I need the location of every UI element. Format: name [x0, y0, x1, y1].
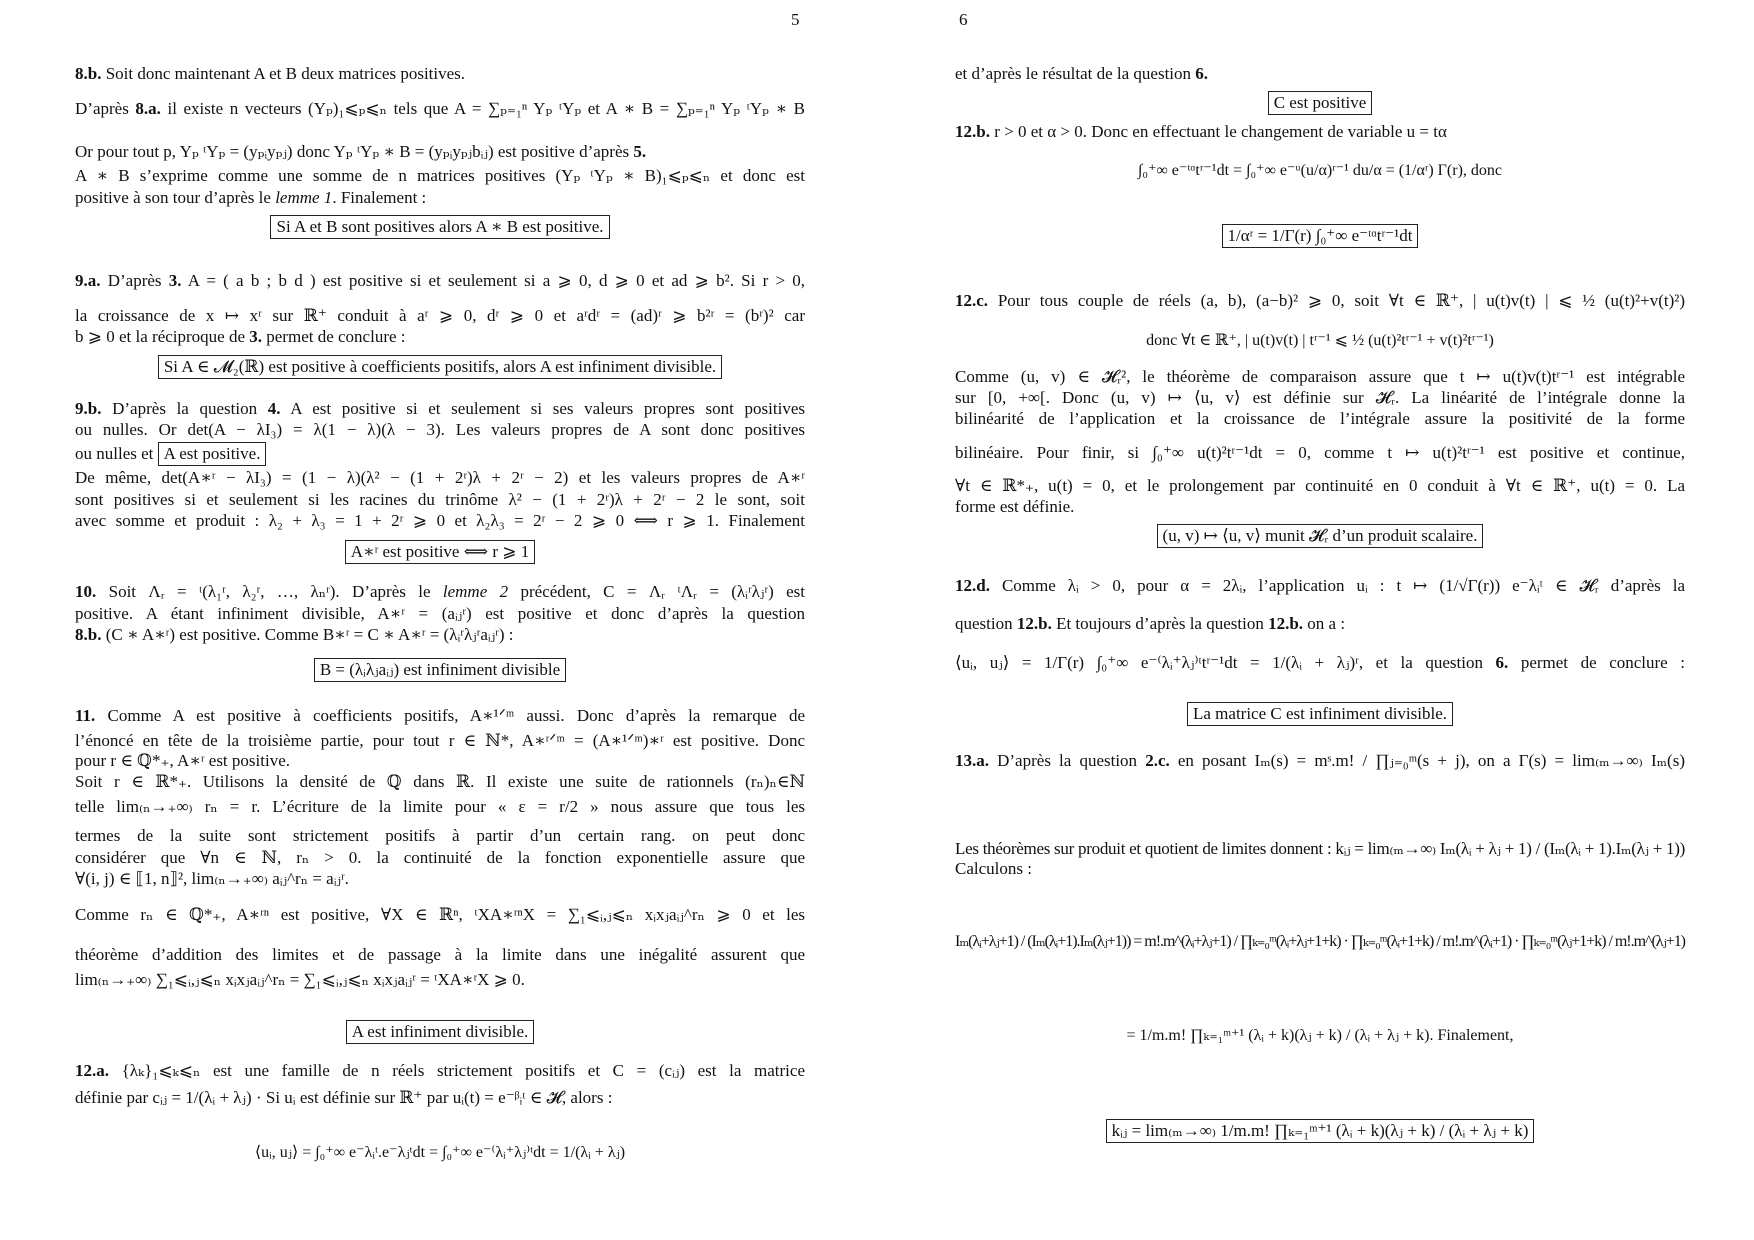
text-segment: il existe n vecteurs (Yₚ)₁⩽ₚ⩽ₙ tels que A = ∑ₚ₌₁ⁿ Yₚ ᵗYₚ et A ∗ B = ∑ₚ₌₁ⁿ Yₚ ᵗYₚ ∗ B	[160, 99, 805, 118]
text-line-content	[955, 366, 1685, 388]
boxed-result: A est positive.	[158, 442, 267, 466]
text-segment: précédent, C = Λᵣ ᵗΛᵣ = (λᵢʳλⱼʳ) est	[508, 582, 805, 601]
text-line	[75, 305, 805, 327]
text-line-content	[75, 944, 805, 966]
text-line-content	[75, 489, 805, 511]
text-line-content	[346, 1020, 535, 1044]
text-line	[955, 63, 1685, 85]
text-segment: ou nulles. Or det(A − λI₃) = λ(1 − λ)(λ − 3). Les valeurs propres de A sont donc positives	[75, 420, 805, 439]
text-segment: . Finalement :	[332, 188, 427, 207]
text-segment: pour r ∈ ℚ*₊, A∗ʳ est positive.	[75, 751, 290, 770]
question-label: 13.a.	[955, 751, 989, 770]
emphasis-text: lemme 2	[442, 582, 509, 601]
text-segment: Iₘ(λᵢ+λⱼ+1) / (Iₘ(λᵢ+1).Iₘ(λⱼ+1)) = m!.m^(λᵢ+λⱼ+1) / ∏ₖ₌₀ᵐ(λᵢ+λⱼ+1+k) · ∏ₖ₌₀ᵐ(λᵢ+1+k) / m!.m^(λᵢ+1) · ∏ₖ₌₀ᵐ(λⱼ+1+k) / m!.m^(λⱼ+1)	[955, 933, 1685, 950]
page-number: 6	[959, 10, 968, 29]
text-line	[75, 326, 805, 348]
text-line	[955, 838, 1685, 860]
text-segment: De même, det(A∗ʳ − λI₃) = (1 − λ)(λ² − (1 + 2ʳ)λ + 2ʳ − 2) et les valeurs propres de A∗ʳ	[75, 468, 805, 487]
question-label: 5.	[633, 142, 647, 161]
text-line	[955, 224, 1685, 248]
text-segment: sont positives si et seulement si les racines du trinôme λ² − (1 + 2ʳ)λ + 2ʳ − 2 le sont, soit	[75, 490, 805, 509]
text-line-content	[314, 658, 566, 682]
text-segment: l’énoncé en tête de la troisième partie, pour tout r ∈ ℕ*, A∗ʳᐟᵐ = (A∗¹ᐟᵐ)∗ʳ est positive. Donc	[75, 731, 805, 750]
text-line-content	[75, 603, 805, 625]
text-segment: = 1/m.m! ∏ₖ₌₁ᵐ⁺¹ (λᵢ + k)(λⱼ + k) / (λᵢ + λⱼ + k). Finalement,	[1126, 1027, 1514, 1044]
text-line	[955, 652, 1685, 674]
text-line	[75, 489, 805, 511]
text-line	[955, 91, 1685, 115]
text-segment: permet de conclure :	[1508, 653, 1685, 672]
text-line-content	[75, 510, 805, 532]
text-line	[955, 442, 1685, 464]
text-line-content	[75, 796, 805, 818]
text-segment: positive à son tour d’après le	[75, 188, 276, 207]
text-line-content	[955, 858, 1032, 880]
question-label: 12.b.	[1016, 614, 1052, 633]
text-line-content	[955, 387, 1685, 409]
question-label: 6.	[1495, 653, 1509, 672]
text-segment: ∫₀⁺∞ e⁻ᵗᵅtʳ⁻¹dt = ∫₀⁺∞ e⁻ᵘ(u/α)ʳ⁻¹ du/α = (1/αʳ) Γ(r), donc	[1137, 162, 1503, 179]
text-segment: Soit donc maintenant A et B deux matrices positives.	[101, 64, 466, 83]
text-segment: et d’après le résultat de la question	[955, 64, 1196, 83]
text-segment: {λₖ}₁⩽ₖ⩽ₙ est une famille de n réels strictement positifs et C = (cᵢⱼ) est la matrice	[109, 1061, 805, 1080]
text-segment: avec somme et produit : λ₂ + λ₃ = 1 + 2ʳ ⩾ 0 et λ₂λ₃ = 2ʳ − 2 ⩾ 0 ⟺ r ⩾ 1. Finalement	[75, 511, 805, 530]
text-line	[75, 215, 805, 239]
text-segment: D’après	[75, 99, 136, 118]
text-line-content	[1146, 330, 1494, 352]
text-segment: D’après la question	[101, 399, 268, 418]
text-line	[75, 868, 805, 890]
text-line	[75, 825, 805, 847]
text-segment: sur [0, +∞[. Donc (u, v) ↦ ⟨u, v⟩ est définie sur 𝓗ᵣ. La linéarité de l’intégrale donne la	[955, 388, 1686, 407]
text-segment: ⟨uᵢ, uⱼ⟩ = ∫₀⁺∞ e⁻λᵢᵗ.e⁻λⱼᵗdt = ∫₀⁺∞ e⁻⁽λᵢ⁺λⱼ⁾ᵗdt = 1/(λᵢ + λⱼ)	[254, 1144, 626, 1161]
text-segment: telle lim₍ₙ→₊∞₎ rₙ = r. L’écriture de la limite pour « ε = r/2 » nous assure que tous les	[75, 797, 805, 816]
text-segment: r > 0 et α > 0. Donc en effectuant le changement de variable u = tα	[989, 122, 1447, 141]
text-line	[75, 141, 805, 163]
text-line-content	[270, 215, 609, 239]
text-line	[955, 858, 1685, 880]
question-label: 8.a.	[135, 99, 161, 118]
text-segment: A ∗ B s’exprime comme une somme de n matrices positives (Yₚ ᵗYₚ ∗ B)₁⩽ₚ⩽ₙ et donc est	[75, 166, 806, 185]
text-segment: considérer que ∀n ∈ ℕ, rₙ > 0. la continuité de la fonction exponentielle assure que	[75, 848, 805, 867]
text-line-content	[1157, 524, 1484, 548]
text-line-content	[955, 63, 1208, 85]
text-line-content	[75, 705, 805, 727]
text-segment: question	[955, 614, 1017, 633]
text-segment: Or pour tout p, Yₚ ᵗYₚ = (yₚᵢyₚⱼ) donc Yₚ ᵗYₚ ∗ B = (yₚᵢyₚⱼbᵢⱼ) est positive d’après	[75, 142, 634, 161]
text-line	[75, 1020, 805, 1044]
question-label: 8.b.	[75, 625, 102, 644]
text-line	[75, 187, 805, 209]
text-line	[75, 581, 805, 603]
text-segment: Soit Λᵣ = ᵗ(λ₁ʳ, λ₂ʳ, …, λₙʳ). D’après le	[96, 582, 443, 601]
text-line	[955, 160, 1685, 182]
text-line-content	[75, 847, 805, 869]
text-line	[75, 624, 805, 646]
page-number: 5	[791, 10, 800, 29]
boxed-result: A∗ʳ est positive ⟺ r ⩾ 1	[345, 540, 536, 564]
boxed-result: Si A et B sont positives alors A ∗ B est positive.	[270, 215, 609, 239]
question-label: 12.b.	[955, 122, 990, 141]
text-line	[75, 796, 805, 818]
text-line	[955, 750, 1685, 772]
text-line-content	[1127, 1025, 1514, 1047]
text-line-content	[75, 868, 349, 890]
question-label: 12.c.	[955, 291, 989, 310]
text-line	[75, 904, 805, 926]
text-line-content	[955, 613, 1345, 635]
boxed-result: kᵢⱼ = lim₍ₘ→∞₎ 1/m.m! ∏ₖ₌₁ᵐ⁺¹ (λᵢ + k)(λⱼ + k) / (λᵢ + λⱼ + k)	[1106, 1119, 1535, 1143]
text-line	[75, 730, 805, 752]
text-line-content	[1106, 1119, 1535, 1143]
text-segment: on a :	[1303, 614, 1346, 633]
text-line-content	[955, 838, 1685, 860]
text-segment: en posant Iₘ(s) = mˢ.m! / ∏ⱼ₌₀ᵐ(s + j), on a Γ(s) = lim₍ₘ→∞₎ Iₘ(s)	[1169, 751, 1685, 770]
text-segment: bilinéaire. Pour finir, si ∫₀⁺∞ u(t)²tʳ⁻¹dt = 0, comme t ↦ u(t)²tʳ⁻¹ est positive et continue,	[955, 443, 1685, 462]
text-segment: positive. A étant infiniment divisible, A∗ʳ = (aᵢⱼʳ) est positive et donc d’après la question	[75, 604, 805, 623]
text-segment: ⟨uᵢ, uⱼ⟩ = 1/Γ(r) ∫₀⁺∞ e⁻⁽λᵢ⁺λⱼ⁾ᵗtʳ⁻¹dt = 1/(λᵢ + λⱼ)ʳ, et la question	[955, 653, 1496, 672]
text-line	[955, 496, 1685, 518]
text-line	[75, 1142, 805, 1164]
text-segment: ou nulles et	[75, 444, 158, 463]
text-line-content	[955, 408, 1685, 430]
boxed-result: (u, v) ↦ ⟨u, v⟩ munit 𝓗ᵣ d’un produit scalaire.	[1157, 524, 1484, 548]
boxed-result: C est positive	[1268, 91, 1373, 115]
text-segment: A = ( a b ; b d ) est positive si et seulement si a ⩾ 0, d ⩾ 0 et ad ⩾ b². Si r > 0,	[181, 271, 806, 290]
text-line	[955, 290, 1685, 312]
text-segment: la croissance de x ↦ xʳ sur ℝ⁺ conduit à aʳ ⩾ 0, dʳ ⩾ 0 et aʳdʳ = (ad)ʳ ⩾ b²ʳ = (bʳ)² car	[75, 306, 805, 325]
text-line	[75, 419, 805, 441]
text-line-content	[75, 98, 805, 120]
text-segment: Comme A est positive à coefficients positifs, A∗¹ᐟᵐ aussi. Donc d’après la remarque de	[95, 706, 805, 725]
text-line	[75, 944, 805, 966]
text-line	[955, 702, 1685, 726]
text-segment: (C ∗ A∗ʳ) est positive. Comme B∗ʳ = C ∗ A∗ʳ = (λᵢʳλⱼʳaᵢⱼʳ) :	[101, 625, 514, 644]
question-label: 11.	[75, 706, 96, 725]
text-segment: D’après la question	[989, 751, 1146, 770]
text-segment: Les théorèmes sur produit et quotient de limites donnent : kᵢⱼ = lim₍ₘ→∞₎ Iₘ(λᵢ + λⱼ + 1) / (Iₘ(λᵢ + 1).Iₘ(λⱼ + 1))	[955, 839, 1686, 858]
text-line-content	[75, 187, 426, 209]
text-line	[75, 847, 805, 869]
text-line-content	[1138, 160, 1502, 182]
text-line	[75, 540, 805, 564]
question-label: 3.	[249, 327, 263, 346]
text-line	[75, 510, 805, 532]
text-line-content	[75, 141, 646, 163]
text-line	[955, 1119, 1685, 1143]
text-segment: termes de la suite sont strictement positifs à partir d’un certain rang. on peut donc	[75, 826, 805, 845]
text-line-content	[1268, 91, 1373, 115]
text-segment: lim₍ₙ→₊∞₎ ∑₁⩽ᵢ,ⱼ⩽ₙ xᵢxⱼaᵢⱼ^rₙ = ∑₁⩽ᵢ,ⱼ⩽ₙ xᵢxⱼaᵢⱼʳ = ᵗXA∗ʳX ⩾ 0.	[75, 970, 525, 989]
boxed-result: Si A ∈ 𝓜₂(ℝ) est positive à coefficients positifs, alors A est infiniment divisible.	[158, 355, 722, 379]
text-line	[955, 408, 1685, 430]
text-line	[75, 442, 805, 466]
question-label: 12.b.	[1268, 614, 1304, 633]
text-line-content	[955, 496, 1074, 518]
text-segment: Comme λᵢ > 0, pour α = 2λᵢ, l’application uᵢ : t ↦ (1/√Γ(r)) e⁻λᵢᵗ ∈ 𝓗ᵣ d’après la	[989, 576, 1685, 595]
text-line	[75, 467, 805, 489]
text-line-content	[1187, 702, 1453, 726]
text-line	[955, 121, 1685, 143]
text-line	[955, 387, 1685, 409]
text-line-content	[75, 904, 805, 926]
text-line-content	[158, 355, 722, 379]
text-line	[955, 575, 1685, 597]
text-line	[75, 603, 805, 625]
text-line	[955, 330, 1685, 352]
text-line-content	[75, 581, 805, 603]
text-segment: Soit r ∈ ℝ*₊. Utilisons la densité de ℚ dans ℝ. Il existe une suite de rationnels (rₙ)ₙ∈ℕ	[75, 772, 805, 791]
text-segment: Calculons :	[955, 859, 1032, 878]
question-label: 9.b.	[75, 399, 102, 418]
text-line	[955, 931, 1685, 953]
text-segment: Et toujours d’après la question	[1051, 614, 1269, 633]
text-line	[75, 98, 805, 120]
text-line-content	[75, 419, 805, 441]
text-segment: Comme (u, v) ∈ 𝓗ᵣ², le théorème de comparaison assure que t ↦ u(t)v(t)tʳ⁻¹ est intégrable	[955, 367, 1685, 386]
text-line-content	[345, 540, 536, 564]
text-segment: donc ∀t ∈ ℝ⁺, | u(t)v(t) | tʳ⁻¹ ⩽ ½ (u(t)²tʳ⁻¹ + v(t)²tʳ⁻¹)	[1146, 332, 1494, 349]
page-6	[955, 0, 1685, 1240]
text-line	[75, 969, 805, 991]
question-label: 9.a.	[75, 271, 101, 290]
text-line-content	[75, 326, 406, 348]
boxed-result: B = (λᵢλⱼaᵢⱼ) est infiniment divisible	[314, 658, 566, 682]
question-label: 4.	[267, 399, 281, 418]
text-line-content	[1222, 224, 1419, 248]
text-line-content	[75, 750, 290, 772]
text-segment: théorème d’addition des limites et de passage à la limite dans une inégalité assurent que	[75, 945, 805, 964]
text-line-content	[75, 165, 805, 187]
text-segment: définie par cᵢⱼ = 1/(λᵢ + λⱼ) · Si uᵢ est définie sur ℝ⁺ par uᵢ(t) = e⁻ᵝᵢᵗ ∈ 𝓗, alors :	[75, 1088, 613, 1107]
boxed-result: 1/αʳ = 1/Γ(r) ∫₀⁺∞ e⁻ᵗᵅtʳ⁻¹dt	[1222, 224, 1419, 248]
text-line-content	[75, 771, 805, 793]
page-5	[75, 0, 805, 1240]
question-label: 10.	[75, 582, 97, 601]
text-line	[75, 398, 805, 420]
text-line	[955, 613, 1685, 635]
boxed-result: A est infiniment divisible.	[346, 1020, 535, 1044]
text-line	[955, 524, 1685, 548]
text-line-content	[955, 652, 1685, 674]
question-label: 2.c.	[1145, 751, 1170, 770]
text-line-content	[75, 1087, 612, 1109]
text-segment: permet de conclure :	[262, 327, 406, 346]
text-line-content	[75, 270, 805, 292]
text-line-content	[955, 290, 1685, 312]
text-segment: Comme rₙ ∈ ℚ*₊, A∗ʳⁿ est positive, ∀X ∈ ℝⁿ, ᵗXA∗ʳⁿX = ∑₁⩽ᵢ,ⱼ⩽ₙ xᵢxⱼaᵢⱼ^rₙ ⩾ 0 et les	[75, 905, 805, 924]
text-line-content	[75, 825, 805, 847]
text-line-content	[955, 442, 1685, 464]
text-line-content	[75, 467, 805, 489]
question-label: 12.d.	[955, 576, 990, 595]
text-segment: b ⩾ 0 et la réciproque de	[75, 327, 250, 346]
text-segment: A est positive si et seulement si ses valeurs propres sont positives	[280, 399, 805, 418]
text-line-content	[955, 750, 1685, 772]
emphasis-text: lemme 1	[275, 188, 333, 207]
text-line-content	[75, 624, 514, 646]
text-line	[75, 1060, 805, 1082]
text-line	[75, 705, 805, 727]
text-line-content	[75, 1060, 805, 1082]
text-line	[75, 63, 805, 85]
text-line	[955, 366, 1685, 388]
question-label: 12.a.	[75, 1061, 109, 1080]
text-line-content	[75, 442, 266, 466]
text-line-content	[955, 575, 1685, 597]
question-label: 3.	[168, 271, 182, 290]
text-line-content	[75, 305, 805, 327]
text-line-content	[75, 63, 465, 85]
text-line-content	[255, 1142, 625, 1164]
text-segment: Pour tous couple de réels (a, b), (a−b)² ⩾ 0, soit ∀t ∈ ℝ⁺, | u(t)v(t) | ⩽ ½ (u(t)²+v(t)²)	[988, 291, 1685, 310]
question-label: 6.	[1195, 64, 1209, 83]
text-line	[75, 1087, 805, 1109]
text-line-content	[955, 121, 1447, 143]
text-segment: ∀t ∈ ℝ*₊, u(t) = 0, et le prolongement par continuité en 0 conduit à ∀t ∈ ℝ⁺, u(t) = 0. La	[955, 476, 1685, 495]
text-segment: bilinéarité de l’application et la croissance de l’intégrale assure la positivité de la forme	[955, 409, 1685, 428]
text-line	[75, 658, 805, 682]
text-line-content	[75, 730, 805, 752]
boxed-result: La matrice C est infiniment divisible.	[1187, 702, 1453, 726]
text-line	[75, 771, 805, 793]
question-label: 8.b.	[75, 64, 102, 83]
text-line	[75, 270, 805, 292]
text-line	[955, 1025, 1685, 1047]
text-segment: ∀(i, j) ∈ ⟦1, n⟧², lim₍ₙ→₊∞₎ aᵢⱼ^rₙ = aᵢⱼʳ.	[75, 869, 349, 888]
text-line	[75, 165, 805, 187]
text-line-content	[955, 931, 1685, 953]
text-segment: D’après	[100, 271, 169, 290]
text-line-content	[955, 475, 1685, 497]
text-line	[75, 355, 805, 379]
text-line	[955, 475, 1685, 497]
text-segment: forme est définie.	[955, 497, 1075, 516]
text-line-content	[75, 398, 805, 420]
text-line	[75, 750, 805, 772]
text-line-content	[75, 969, 525, 991]
